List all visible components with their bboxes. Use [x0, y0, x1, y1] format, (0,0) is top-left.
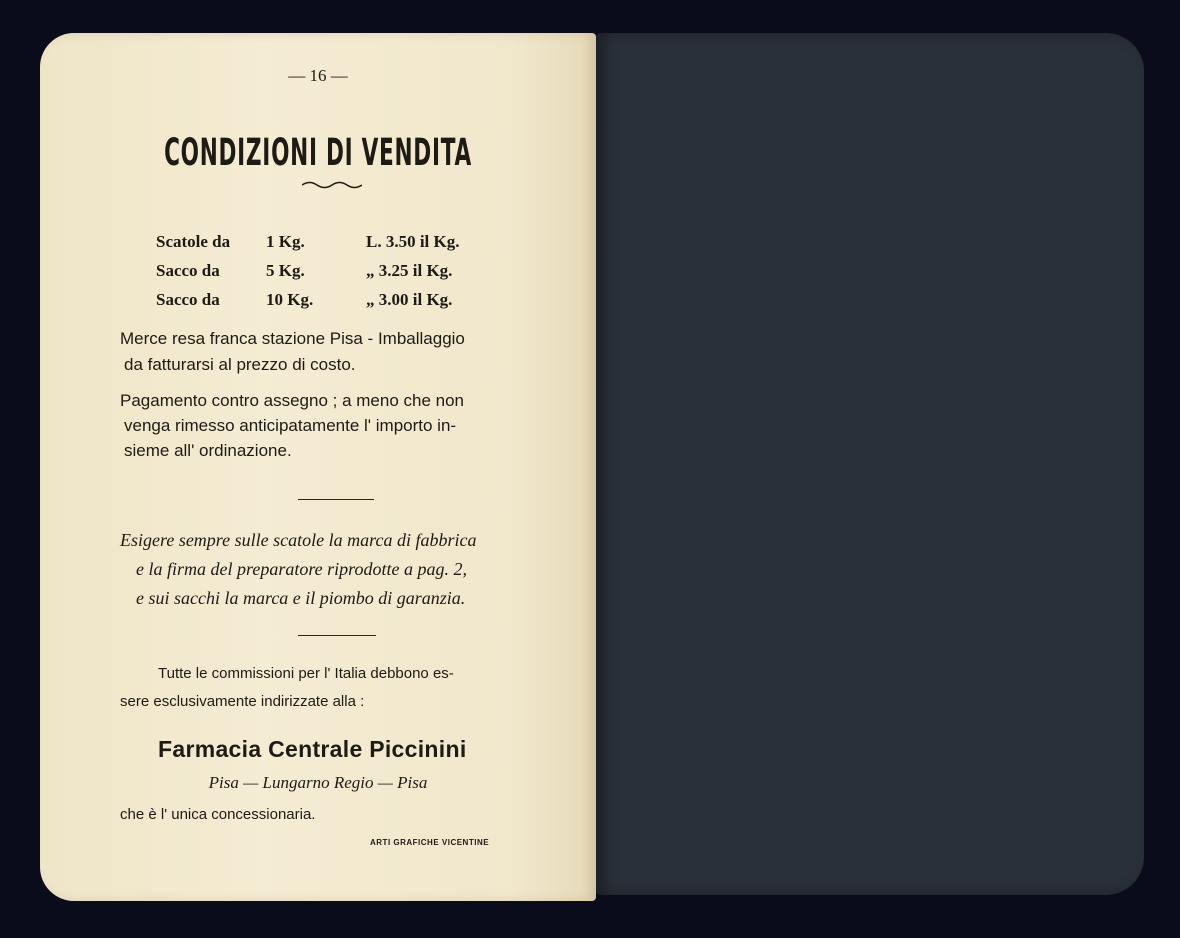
company-address: Pisa — Lungarno Regio — Pisa: [208, 773, 428, 792]
price-qty: 1 Kg.: [266, 232, 305, 251]
shipping-text: Merce resa franca stazione Pisa - Imballaggio: [120, 329, 465, 348]
price-value: „ 3.00 il Kg.: [366, 290, 453, 309]
price-value: „ 3.25 il Kg.: [366, 261, 453, 280]
price-label: Sacco da: [156, 261, 220, 280]
left-page: [40, 33, 596, 901]
shipping-text: da fatturarsi al prezzo di costo.: [124, 355, 356, 374]
printer-imprint: ARTI GRAFICHE VICENTINE: [370, 838, 490, 847]
payment-text: Pagamento contro assegno ; a meno che non: [120, 391, 465, 410]
divider: [298, 499, 374, 500]
notice-text: e la firma del preparatore riprodotte a pag. 2,: [136, 559, 467, 579]
price-value: L. 3.50 il Kg.: [366, 232, 460, 251]
commission-text: sere esclusivamente indirizzate alla :: [120, 693, 365, 710]
tilde-ornament: [302, 180, 362, 190]
commission-text: Tutte le commissioni per l' Italia debbono es-: [158, 665, 454, 682]
back-cover: [596, 33, 1144, 895]
payment-text: venga rimesso anticipatamente l' importo in-: [124, 416, 457, 435]
divider: [298, 635, 376, 636]
notice-text: e sui sacchi la marca e il piombo di garanzia.: [136, 588, 466, 608]
price-label: Scatole da: [156, 232, 231, 251]
concession-text: che è l' unica concessionaria.: [120, 806, 316, 823]
price-label: Sacco da: [156, 290, 220, 309]
price-qty: 5 Kg.: [266, 261, 305, 280]
price-qty: 10 Kg.: [266, 290, 314, 309]
page-number: — 16 —: [288, 66, 348, 85]
notice-text: Esigere sempre sulle scatole la marca di fabbrica: [120, 530, 477, 550]
page-title: CONDIZIONI DI VENDITA: [164, 131, 472, 175]
payment-text: sieme all' ordinazione.: [124, 441, 292, 460]
company-name: Farmacia Centrale Piccinini: [158, 736, 467, 762]
